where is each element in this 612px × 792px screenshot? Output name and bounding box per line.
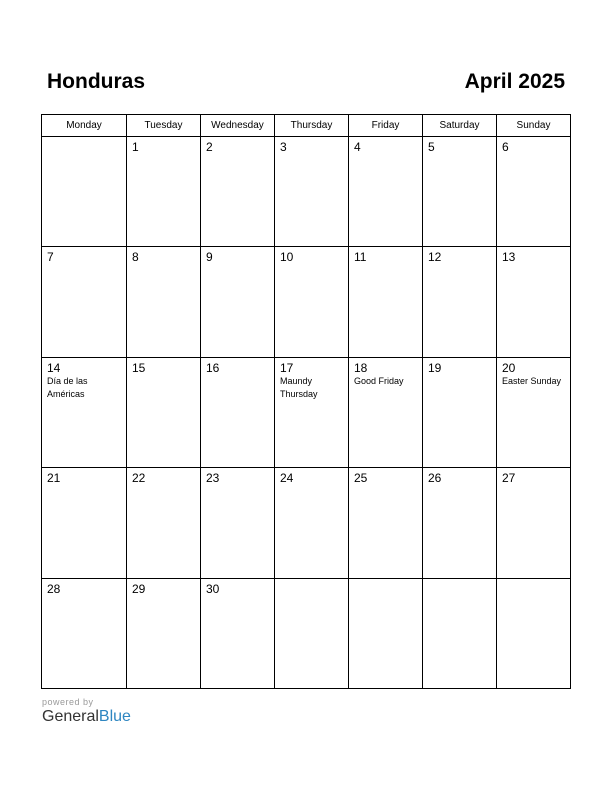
day-cell bbox=[201, 247, 275, 357]
day-cell bbox=[127, 137, 201, 247]
day-cell-content bbox=[423, 358, 496, 378]
day-cell-content bbox=[275, 137, 348, 157]
day-cell bbox=[349, 468, 423, 578]
day-cell-content bbox=[42, 358, 126, 404]
day-cell-content bbox=[349, 358, 422, 391]
footer-branding bbox=[42, 697, 131, 726]
day-cell bbox=[42, 468, 127, 578]
weekday-header-row bbox=[42, 115, 571, 137]
day-number: 8 bbox=[132, 250, 139, 265]
day-cell bbox=[275, 357, 349, 467]
day-number: 5 bbox=[428, 140, 435, 154]
day-cell bbox=[201, 357, 275, 467]
weekday-saturday: Saturday bbox=[423, 115, 497, 137]
day-cell bbox=[497, 137, 571, 247]
week-row bbox=[42, 578, 571, 688]
day-cell bbox=[275, 137, 349, 247]
weekday-sunday: Sunday bbox=[497, 115, 571, 137]
calendar-header bbox=[47, 70, 565, 100]
day-number: 20 bbox=[502, 360, 516, 375]
day-cell bbox=[201, 578, 275, 688]
day-cell-content bbox=[42, 579, 126, 599]
empty-day-cell bbox=[42, 137, 127, 247]
day-cell-content bbox=[349, 468, 422, 488]
day-cell-content bbox=[201, 247, 274, 267]
day-cell-content bbox=[497, 137, 570, 157]
day-cell bbox=[497, 247, 571, 357]
weekday-wednesday: Wednesday bbox=[201, 115, 275, 137]
weekday-monday: Monday bbox=[42, 115, 127, 137]
day-cell-content bbox=[127, 358, 200, 378]
month-title: April 2025 bbox=[464, 70, 565, 93]
empty-day-cell bbox=[349, 578, 423, 688]
holiday-label: Easter Sunday bbox=[502, 375, 562, 386]
day-cell-content bbox=[42, 137, 126, 143]
day-number: 18 bbox=[354, 360, 368, 375]
day-cell bbox=[127, 357, 201, 467]
day-number: 22 bbox=[132, 471, 146, 486]
day-number: 11 bbox=[354, 250, 367, 265]
day-cell bbox=[349, 357, 423, 467]
day-cell-content bbox=[423, 247, 496, 267]
day-cell-content bbox=[423, 468, 496, 488]
day-cell bbox=[127, 468, 201, 578]
day-cell-content bbox=[497, 358, 570, 391]
day-number: 26 bbox=[428, 471, 442, 486]
day-number: 28 bbox=[47, 581, 61, 596]
powered-by-text: powered by bbox=[42, 697, 94, 707]
week-row bbox=[42, 357, 571, 467]
generalblue-logo bbox=[42, 708, 131, 726]
day-cell-content bbox=[127, 468, 200, 488]
brand-general-text: General bbox=[42, 708, 99, 725]
day-cell-content bbox=[127, 137, 200, 157]
day-cell-content bbox=[42, 247, 126, 267]
day-number: 12 bbox=[428, 250, 442, 265]
country-title: Honduras bbox=[47, 70, 146, 93]
day-cell bbox=[423, 137, 497, 247]
day-number: 10 bbox=[280, 250, 294, 265]
day-cell-content bbox=[201, 579, 274, 599]
day-cell-content bbox=[497, 247, 570, 267]
week-row bbox=[42, 468, 571, 578]
weekday-thursday: Thursday bbox=[275, 115, 349, 137]
week-row bbox=[42, 247, 571, 357]
day-cell-content bbox=[275, 247, 348, 267]
day-cell-content bbox=[42, 468, 126, 488]
day-cell-content bbox=[497, 468, 570, 488]
day-cell bbox=[349, 137, 423, 247]
day-cell bbox=[127, 578, 201, 688]
empty-day-cell bbox=[275, 578, 349, 688]
day-cell bbox=[42, 578, 127, 688]
day-number: 2 bbox=[206, 140, 213, 154]
day-number: 25 bbox=[354, 471, 368, 486]
day-number: 17 bbox=[280, 360, 294, 375]
day-number: 30 bbox=[206, 581, 220, 596]
month-calendar-grid bbox=[41, 114, 571, 689]
day-cell-content bbox=[275, 358, 348, 404]
day-number: 16 bbox=[206, 360, 220, 375]
day-number: 4 bbox=[354, 140, 361, 154]
day-cell bbox=[275, 468, 349, 578]
day-number: 29 bbox=[132, 581, 146, 596]
day-cell bbox=[423, 468, 497, 578]
day-cell-content bbox=[201, 468, 274, 488]
day-cell-content bbox=[127, 579, 200, 599]
day-cell bbox=[201, 137, 275, 247]
holiday-label: Maundy Thursday bbox=[280, 375, 318, 399]
empty-day-cell bbox=[497, 578, 571, 688]
day-cell-content bbox=[275, 468, 348, 488]
empty-day-cell bbox=[423, 578, 497, 688]
day-cell-content bbox=[349, 247, 422, 267]
weekday-friday: Friday bbox=[349, 115, 423, 137]
day-cell-content bbox=[201, 358, 274, 378]
day-number: 21 bbox=[47, 471, 61, 486]
day-number: 1 bbox=[132, 140, 139, 154]
weekday-tuesday: Tuesday bbox=[127, 115, 201, 137]
day-cell bbox=[497, 357, 571, 467]
day-cell-content bbox=[497, 579, 570, 585]
day-cell bbox=[497, 468, 571, 578]
day-cell bbox=[275, 247, 349, 357]
day-number: 19 bbox=[428, 360, 442, 375]
holiday-label: Good Friday bbox=[354, 375, 404, 386]
day-cell bbox=[423, 357, 497, 467]
day-number: 14 bbox=[47, 360, 61, 375]
day-number: 23 bbox=[206, 471, 220, 486]
day-number: 7 bbox=[47, 250, 54, 265]
day-cell-content bbox=[275, 579, 348, 585]
day-cell-content bbox=[201, 137, 274, 157]
day-cell bbox=[349, 247, 423, 357]
day-cell bbox=[127, 247, 201, 357]
brand-blue-text: Blue bbox=[98, 708, 131, 725]
day-cell-content bbox=[349, 137, 422, 157]
day-cell-content bbox=[127, 247, 200, 267]
day-number: 15 bbox=[132, 360, 146, 375]
day-number: 3 bbox=[280, 140, 287, 154]
holiday-label: Día de las Américas bbox=[47, 375, 88, 399]
calendar-weeks bbox=[42, 137, 571, 689]
day-number: 13 bbox=[502, 250, 516, 265]
day-number: 9 bbox=[206, 250, 213, 265]
day-number: 6 bbox=[502, 140, 509, 154]
day-number: 24 bbox=[280, 471, 294, 486]
day-cell-content bbox=[423, 579, 496, 585]
day-cell bbox=[42, 357, 127, 467]
day-cell bbox=[42, 247, 127, 357]
week-row bbox=[42, 137, 571, 247]
day-number: 27 bbox=[502, 471, 516, 486]
day-cell-content bbox=[349, 579, 422, 585]
day-cell bbox=[201, 468, 275, 578]
day-cell bbox=[423, 247, 497, 357]
day-cell-content bbox=[423, 137, 496, 157]
